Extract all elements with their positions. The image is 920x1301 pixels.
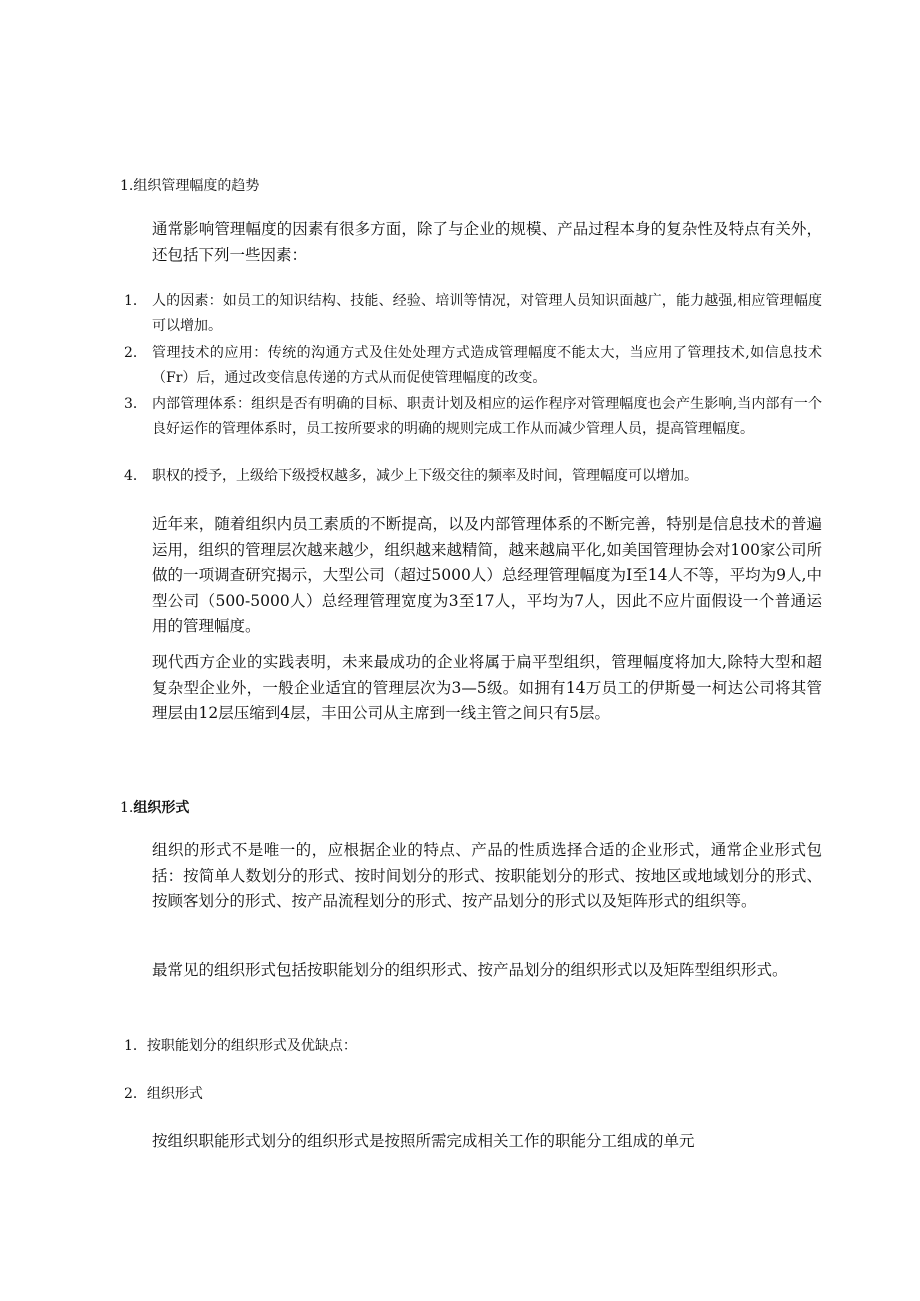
section2-forms-paragraph: 组织的形式不是唯一的，应根据企业的特点、产品的性质选择合适的企业形式，通常企业形式包括：按简单人数划分的形式、按时间划分的形式、按职能划分的形式、按地区或地域划分的形式、按顾客划分的形式、按产品流程划分的形式、按产品划分的形式以及矩阵形式的组织等。	[152, 841, 822, 910]
list-item-text: 内部管理体系：组织是否有明确的目标、职责计划及相应的运作程序对管理幅度也会产生影响,当内部有一个良好运作的管理体系时，员工按所要求的明确的规则完成工作从而减少管理人员，提高管理幅度。	[152, 396, 822, 437]
factor-list-item	[124, 464, 822, 489]
list-item-text: 管理技术的应用：传统的沟通方式及住处处理方式造成管理幅度不能太大，当应用了管理技术,如信息技术（Fr）后，通过改变信息传递的方式从而促使管理幅度的改变。	[152, 345, 822, 386]
list-item-number: 2．	[124, 1086, 147, 1102]
section-heading-number: 1.	[120, 800, 134, 816]
section2-common-forms-paragraph: 最常见的组织形式包括按职能划分的组织形式、按产品划分的组织形式以及矩阵型组织形式。	[152, 961, 788, 979]
section1-western-practice-paragraph: 现代西方企业的实践表明，未来最成功的企业将属于扁平型组织，管理幅度将加大,除特大型和超复杂型企业外，一般企业适宜的管理层次为3—5级。如拥有14万员工的伊斯曼一柯达公司将其管理层由12层压缩到4层，丰田公司从主席到一线主管之间只有5层。	[152, 653, 822, 722]
list-item-text: 按职能划分的组织形式及优缺点：	[146, 1038, 357, 1054]
list-item-number: 1．	[124, 1038, 147, 1054]
section1-trend-paragraph: 近年来，随着组织内员工素质的不断提高，以及内部管理体系的不断完善，特别是信息技术的普遍运用，组织的管理层次越来越少，组织越来越精简，越来越扁平化,如美国管理协会对100家公司所做的一项调查研究揭示，大型公司（超过5000人）总经理管理幅度为I至14人不等，平均为9人,中型公司（500-5000人）总经理管理宽度为3至17人，平均为7人，因此不应片面假设一个普通运用的管理幅度。	[152, 515, 823, 635]
list-item-text: 组织形式	[146, 1086, 203, 1102]
section-heading-text: 组织形式	[133, 800, 190, 816]
list-item-text: 人的因素：如员工的知识结构、技能、经验、培训等情况，对管理人员知识面越广，能力越强,相应管理幅度可以增加。	[152, 293, 822, 334]
factor-list-item	[124, 289, 822, 338]
section2-functional-definition-paragraph: 按组织职能形式划分的组织形式是按照所需完成相关工作的职能分工组成的单元	[152, 1132, 695, 1150]
section-heading-span-trend: 1.组织管理幅度的趋势	[120, 178, 260, 194]
list-item-text: 职权的授予，上级给下级授权越多，减少上下级交往的频率及时间，管理幅度可以增加。	[152, 468, 698, 484]
section-heading-org-form	[120, 798, 189, 818]
functional-form-list-item	[124, 1036, 357, 1056]
org-form-list-item	[124, 1084, 203, 1104]
factor-list-item	[124, 392, 822, 441]
list-item-number: 1．	[124, 293, 147, 309]
section1-intro-paragraph: 通常影响管理幅度的因素有很多方面，除了与企业的规模、产品过程本身的复杂性及特点有关外，还包括下列一些因素：	[152, 220, 822, 264]
list-item-number: 4．	[124, 468, 147, 484]
list-item-number: 3．	[124, 396, 147, 412]
factor-list-item	[124, 341, 822, 390]
list-item-number: 2．	[124, 345, 147, 361]
